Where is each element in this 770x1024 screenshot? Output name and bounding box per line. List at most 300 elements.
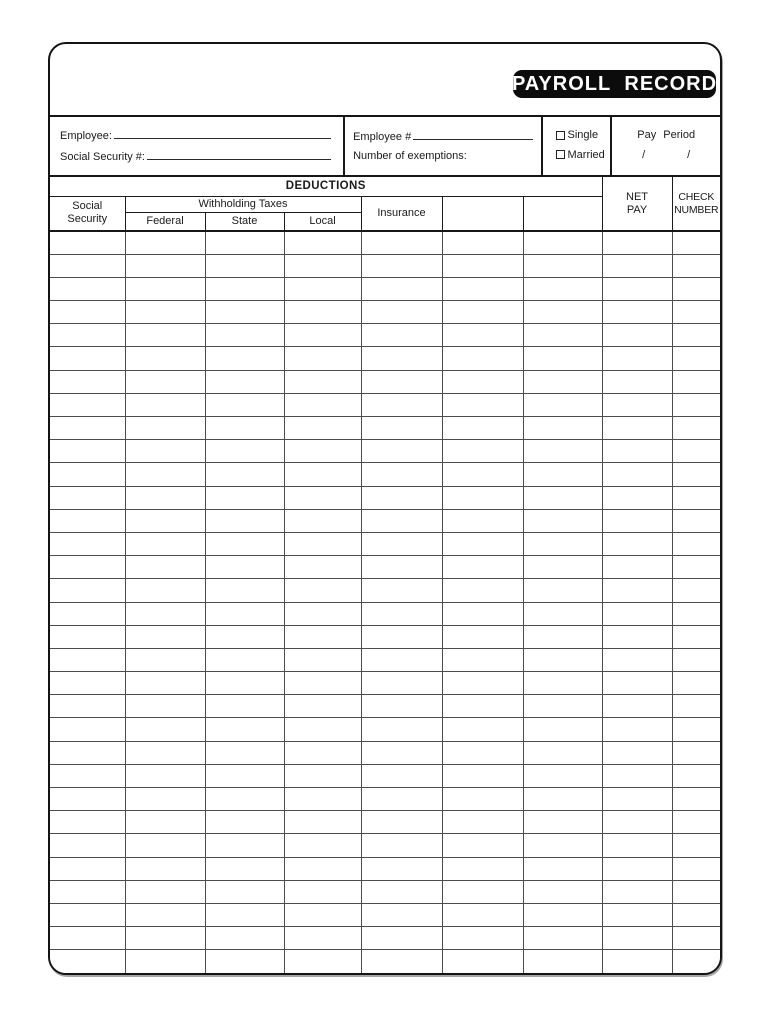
- table-cell[interactable]: [523, 231, 602, 254]
- deductions-header: DEDUCTIONS: [50, 177, 602, 196]
- table-cell[interactable]: [442, 602, 523, 625]
- table-cell[interactable]: [602, 231, 672, 254]
- table-cell[interactable]: [442, 301, 523, 324]
- table-cell[interactable]: [672, 301, 720, 324]
- table-cell[interactable]: [205, 463, 284, 486]
- blank-header-1: [442, 196, 523, 231]
- table-cell[interactable]: [442, 788, 523, 811]
- table-cell[interactable]: [361, 556, 442, 579]
- table-cell[interactable]: [602, 718, 672, 741]
- table-cell[interactable]: [672, 440, 720, 463]
- table-cell[interactable]: [442, 579, 523, 602]
- table-cell[interactable]: [284, 440, 361, 463]
- table-cell[interactable]: [50, 486, 125, 509]
- table-cell[interactable]: [284, 579, 361, 602]
- table-cell[interactable]: [205, 927, 284, 950]
- table-cell[interactable]: [602, 301, 672, 324]
- table-cell[interactable]: [361, 440, 442, 463]
- table-cell[interactable]: [672, 625, 720, 648]
- table-cell[interactable]: [50, 903, 125, 926]
- table-cell[interactable]: [602, 277, 672, 300]
- table-cell[interactable]: [361, 463, 442, 486]
- table-cell[interactable]: [50, 393, 125, 416]
- table-cell[interactable]: [125, 347, 205, 370]
- table-cell[interactable]: [125, 695, 205, 718]
- table-cell[interactable]: [284, 903, 361, 926]
- table-cell[interactable]: [205, 440, 284, 463]
- table-cell[interactable]: [50, 764, 125, 787]
- single-checkbox[interactable]: [556, 131, 565, 140]
- table-cell[interactable]: [50, 880, 125, 903]
- table-cell[interactable]: [442, 254, 523, 277]
- table-cell[interactable]: [284, 509, 361, 532]
- table-cell[interactable]: [205, 625, 284, 648]
- table-cell[interactable]: [523, 393, 602, 416]
- table-cell[interactable]: [284, 695, 361, 718]
- table-cell[interactable]: [205, 880, 284, 903]
- table-cell[interactable]: [50, 277, 125, 300]
- table-cell[interactable]: [442, 277, 523, 300]
- table-cell[interactable]: [442, 509, 523, 532]
- table-cell[interactable]: [672, 509, 720, 532]
- table-cell[interactable]: [361, 509, 442, 532]
- table-cell[interactable]: [523, 950, 602, 973]
- table-cell[interactable]: [523, 347, 602, 370]
- table-cell[interactable]: [284, 927, 361, 950]
- table-cell[interactable]: [523, 718, 602, 741]
- table-cell[interactable]: [442, 672, 523, 695]
- table-cell[interactable]: [205, 764, 284, 787]
- table-cell[interactable]: [284, 788, 361, 811]
- table-cell[interactable]: [125, 231, 205, 254]
- table-cell[interactable]: [361, 880, 442, 903]
- table-cell[interactable]: [672, 648, 720, 671]
- table-cell[interactable]: [442, 764, 523, 787]
- table-cell[interactable]: [602, 417, 672, 440]
- table-cell[interactable]: [442, 648, 523, 671]
- table-cell[interactable]: [361, 347, 442, 370]
- employee-name-field[interactable]: [114, 127, 331, 139]
- table-cell[interactable]: [125, 741, 205, 764]
- table-cell[interactable]: [442, 231, 523, 254]
- table-cell[interactable]: [50, 927, 125, 950]
- table-cell[interactable]: [361, 602, 442, 625]
- table-cell[interactable]: [284, 417, 361, 440]
- table-cell[interactable]: [442, 556, 523, 579]
- table-cell[interactable]: [50, 532, 125, 555]
- table-cell[interactable]: [125, 277, 205, 300]
- table-cell[interactable]: [361, 857, 442, 880]
- table-cell[interactable]: [523, 834, 602, 857]
- married-checkbox[interactable]: [556, 150, 565, 159]
- table-cell[interactable]: [523, 254, 602, 277]
- single-option: [556, 129, 607, 141]
- table-cell[interactable]: [361, 672, 442, 695]
- table-cell[interactable]: [284, 254, 361, 277]
- table-cell[interactable]: [50, 718, 125, 741]
- table-cell[interactable]: [672, 834, 720, 857]
- table-cell[interactable]: [523, 625, 602, 648]
- table-cell[interactable]: [50, 254, 125, 277]
- table-cell[interactable]: [50, 440, 125, 463]
- table-cell[interactable]: [125, 648, 205, 671]
- table-cell[interactable]: [284, 764, 361, 787]
- table-cell[interactable]: [523, 880, 602, 903]
- table-cell[interactable]: [602, 857, 672, 880]
- table-cell[interactable]: [602, 811, 672, 834]
- table-cell[interactable]: [284, 532, 361, 555]
- table-cell[interactable]: [50, 324, 125, 347]
- table-cell[interactable]: [361, 788, 442, 811]
- table-cell[interactable]: [361, 903, 442, 926]
- table-cell[interactable]: [672, 903, 720, 926]
- table-cell[interactable]: [361, 741, 442, 764]
- table-cell[interactable]: [50, 625, 125, 648]
- table-cell[interactable]: [205, 579, 284, 602]
- table-cell[interactable]: [284, 393, 361, 416]
- table-cell[interactable]: [672, 602, 720, 625]
- table-cell[interactable]: [205, 857, 284, 880]
- table-cell[interactable]: [672, 695, 720, 718]
- table-cell[interactable]: [672, 370, 720, 393]
- table-cell[interactable]: [361, 254, 442, 277]
- table-cell[interactable]: [205, 509, 284, 532]
- table-cell[interactable]: [602, 695, 672, 718]
- table-cell[interactable]: [602, 509, 672, 532]
- table-cell[interactable]: [50, 950, 125, 973]
- table-cell[interactable]: [602, 393, 672, 416]
- table-cell[interactable]: [284, 648, 361, 671]
- table-cell[interactable]: [205, 648, 284, 671]
- table-cell[interactable]: [672, 880, 720, 903]
- table-cell[interactable]: [284, 463, 361, 486]
- table-cell[interactable]: [672, 277, 720, 300]
- table-cell[interactable]: [205, 486, 284, 509]
- table-cell[interactable]: [205, 231, 284, 254]
- table-cell[interactable]: [672, 486, 720, 509]
- table-cell[interactable]: [284, 741, 361, 764]
- table-cell[interactable]: [672, 324, 720, 347]
- table-cell[interactable]: [442, 880, 523, 903]
- table-cell[interactable]: [50, 231, 125, 254]
- table-cell[interactable]: [205, 811, 284, 834]
- table-cell[interactable]: [602, 625, 672, 648]
- table-cell[interactable]: [205, 301, 284, 324]
- table-cell[interactable]: [125, 579, 205, 602]
- table-cell[interactable]: [284, 301, 361, 324]
- table-cell[interactable]: [125, 509, 205, 532]
- table-cell[interactable]: [442, 625, 523, 648]
- table-cell[interactable]: [205, 370, 284, 393]
- table-cell[interactable]: [50, 463, 125, 486]
- table-cell[interactable]: [125, 486, 205, 509]
- table-cell[interactable]: [205, 347, 284, 370]
- table-cell[interactable]: [205, 741, 284, 764]
- table-cell[interactable]: [602, 648, 672, 671]
- table-cell[interactable]: [442, 811, 523, 834]
- table-cell[interactable]: [361, 579, 442, 602]
- table-cell[interactable]: [523, 672, 602, 695]
- table-cell[interactable]: [442, 347, 523, 370]
- table-cell[interactable]: [284, 370, 361, 393]
- table-cell[interactable]: [602, 788, 672, 811]
- table-cell[interactable]: [125, 324, 205, 347]
- table-cell[interactable]: [125, 857, 205, 880]
- table-cell[interactable]: [442, 532, 523, 555]
- table-cell[interactable]: [442, 463, 523, 486]
- table-cell[interactable]: [523, 788, 602, 811]
- table-cell[interactable]: [523, 857, 602, 880]
- table-cell[interactable]: [442, 834, 523, 857]
- table-cell[interactable]: [672, 718, 720, 741]
- table-row: [50, 463, 720, 486]
- table-cell[interactable]: [50, 741, 125, 764]
- table-cell[interactable]: [361, 277, 442, 300]
- table-cell[interactable]: [361, 301, 442, 324]
- table-cell[interactable]: [125, 950, 205, 973]
- table-cell[interactable]: [205, 556, 284, 579]
- table-cell[interactable]: [672, 764, 720, 787]
- table-cell[interactable]: [523, 301, 602, 324]
- table-cell[interactable]: [523, 277, 602, 300]
- table-cell[interactable]: [50, 648, 125, 671]
- table-cell[interactable]: [361, 324, 442, 347]
- table-cell[interactable]: [602, 672, 672, 695]
- table-cell[interactable]: [361, 648, 442, 671]
- table-cell[interactable]: [284, 347, 361, 370]
- table-cell[interactable]: [523, 764, 602, 787]
- table-cell[interactable]: [602, 834, 672, 857]
- table-cell[interactable]: [523, 440, 602, 463]
- table-cell[interactable]: [672, 788, 720, 811]
- table-cell[interactable]: [672, 393, 720, 416]
- table-cell[interactable]: [361, 950, 442, 973]
- table-cell[interactable]: [205, 834, 284, 857]
- table-cell[interactable]: [284, 950, 361, 973]
- table-cell[interactable]: [284, 277, 361, 300]
- table-cell[interactable]: [523, 463, 602, 486]
- table-cell[interactable]: [284, 556, 361, 579]
- table-cell[interactable]: [50, 370, 125, 393]
- table-cell[interactable]: [284, 625, 361, 648]
- pay-period-date-field[interactable]: [618, 149, 714, 161]
- table-cell[interactable]: [602, 579, 672, 602]
- table-cell[interactable]: [284, 811, 361, 834]
- table-cell[interactable]: [672, 857, 720, 880]
- table-cell[interactable]: [602, 903, 672, 926]
- table-row: [50, 486, 720, 509]
- table-cell[interactable]: [205, 417, 284, 440]
- table-cell[interactable]: [125, 718, 205, 741]
- table-cell[interactable]: [672, 811, 720, 834]
- table-cell[interactable]: [361, 718, 442, 741]
- table-cell[interactable]: [361, 486, 442, 509]
- table-cell[interactable]: [442, 718, 523, 741]
- table-cell[interactable]: [50, 602, 125, 625]
- table-cell[interactable]: [205, 532, 284, 555]
- table-cell[interactable]: [602, 370, 672, 393]
- table-cell[interactable]: [442, 486, 523, 509]
- table-cell[interactable]: [125, 254, 205, 277]
- table-cell[interactable]: [602, 486, 672, 509]
- table-cell[interactable]: [442, 695, 523, 718]
- table-cell[interactable]: [50, 695, 125, 718]
- table-cell[interactable]: [672, 347, 720, 370]
- table-cell[interactable]: [125, 672, 205, 695]
- table-cell[interactable]: [442, 741, 523, 764]
- table-cell[interactable]: [361, 811, 442, 834]
- table-cell[interactable]: [523, 556, 602, 579]
- table-cell[interactable]: [361, 695, 442, 718]
- table-cell[interactable]: [125, 927, 205, 950]
- table-cell[interactable]: [672, 417, 720, 440]
- table-cell[interactable]: [602, 532, 672, 555]
- table-cell[interactable]: [205, 903, 284, 926]
- table-cell[interactable]: [602, 347, 672, 370]
- table-cell[interactable]: [602, 440, 672, 463]
- table-cell[interactable]: [50, 556, 125, 579]
- table-cell[interactable]: [672, 950, 720, 973]
- table-cell[interactable]: [523, 417, 602, 440]
- table-cell[interactable]: [523, 486, 602, 509]
- table-cell[interactable]: [125, 393, 205, 416]
- table-cell[interactable]: [205, 602, 284, 625]
- table-cell[interactable]: [205, 393, 284, 416]
- table-cell[interactable]: [361, 417, 442, 440]
- table-cell[interactable]: [602, 764, 672, 787]
- table-cell[interactable]: [602, 463, 672, 486]
- table-cell[interactable]: [50, 834, 125, 857]
- table-cell[interactable]: [205, 277, 284, 300]
- table-cell[interactable]: [672, 532, 720, 555]
- table-cell[interactable]: [523, 532, 602, 555]
- table-cell[interactable]: [125, 301, 205, 324]
- table-cell[interactable]: [125, 417, 205, 440]
- table-cell[interactable]: [361, 231, 442, 254]
- table-cell[interactable]: [602, 324, 672, 347]
- table-cell[interactable]: [205, 695, 284, 718]
- table-cell[interactable]: [442, 440, 523, 463]
- table-cell[interactable]: [205, 672, 284, 695]
- table-cell[interactable]: [523, 509, 602, 532]
- table-cell[interactable]: [205, 718, 284, 741]
- table-cell[interactable]: [125, 602, 205, 625]
- table-cell[interactable]: [442, 927, 523, 950]
- table-cell[interactable]: [361, 834, 442, 857]
- table-cell[interactable]: [442, 393, 523, 416]
- table-cell[interactable]: [205, 788, 284, 811]
- table-cell[interactable]: [125, 764, 205, 787]
- table-cell[interactable]: [125, 625, 205, 648]
- table-cell[interactable]: [442, 370, 523, 393]
- table-cell[interactable]: [284, 231, 361, 254]
- table-cell[interactable]: [523, 811, 602, 834]
- table-cell[interactable]: [50, 579, 125, 602]
- table-cell[interactable]: [523, 903, 602, 926]
- table-cell[interactable]: [602, 556, 672, 579]
- table-cell[interactable]: [523, 579, 602, 602]
- ssn-field[interactable]: [147, 148, 331, 160]
- table-cell[interactable]: [442, 417, 523, 440]
- table-cell[interactable]: [672, 672, 720, 695]
- table-cell[interactable]: [523, 927, 602, 950]
- table-cell[interactable]: [125, 440, 205, 463]
- table-cell[interactable]: [361, 625, 442, 648]
- employee-number-field[interactable]: [413, 128, 532, 140]
- table-cell[interactable]: [50, 672, 125, 695]
- table-cell[interactable]: [672, 231, 720, 254]
- table-cell[interactable]: [125, 463, 205, 486]
- table-cell[interactable]: [523, 741, 602, 764]
- table-cell[interactable]: [602, 741, 672, 764]
- table-cell[interactable]: [672, 579, 720, 602]
- employee-name-row: [60, 127, 331, 142]
- table-cell[interactable]: [125, 556, 205, 579]
- table-cell[interactable]: [50, 301, 125, 324]
- table-cell[interactable]: [284, 602, 361, 625]
- table-cell[interactable]: [125, 811, 205, 834]
- table-cell[interactable]: [672, 463, 720, 486]
- table-cell[interactable]: [523, 648, 602, 671]
- table-cell[interactable]: [125, 903, 205, 926]
- table-cell[interactable]: [442, 950, 523, 973]
- table-cell[interactable]: [672, 254, 720, 277]
- table-cell[interactable]: [361, 927, 442, 950]
- table-cell[interactable]: [361, 764, 442, 787]
- table-cell[interactable]: [602, 880, 672, 903]
- table-cell[interactable]: [284, 880, 361, 903]
- table-cell[interactable]: [442, 324, 523, 347]
- table-cell[interactable]: [284, 672, 361, 695]
- table-cell[interactable]: [284, 718, 361, 741]
- table-cell[interactable]: [50, 417, 125, 440]
- table-cell[interactable]: [50, 788, 125, 811]
- table-cell[interactable]: [284, 857, 361, 880]
- table-cell[interactable]: [125, 834, 205, 857]
- table-cell[interactable]: [523, 695, 602, 718]
- table-cell[interactable]: [205, 324, 284, 347]
- table-cell[interactable]: [602, 927, 672, 950]
- table-cell[interactable]: [523, 602, 602, 625]
- table-cell[interactable]: [361, 532, 442, 555]
- table-cell[interactable]: [284, 324, 361, 347]
- table-cell[interactable]: [361, 393, 442, 416]
- table-cell[interactable]: [284, 486, 361, 509]
- table-cell[interactable]: [205, 254, 284, 277]
- table-cell[interactable]: [672, 927, 720, 950]
- table-cell[interactable]: [602, 950, 672, 973]
- table-cell[interactable]: [442, 903, 523, 926]
- table-cell[interactable]: [205, 950, 284, 973]
- table-cell[interactable]: [284, 834, 361, 857]
- table-cell[interactable]: [672, 556, 720, 579]
- table-cell[interactable]: [50, 857, 125, 880]
- table-cell[interactable]: [442, 857, 523, 880]
- table-cell[interactable]: [50, 347, 125, 370]
- table-cell[interactable]: [50, 509, 125, 532]
- table-cell[interactable]: [523, 324, 602, 347]
- table-cell[interactable]: [125, 532, 205, 555]
- table-cell[interactable]: [50, 811, 125, 834]
- table-cell[interactable]: [602, 602, 672, 625]
- table-cell[interactable]: [125, 880, 205, 903]
- table-cell[interactable]: [523, 370, 602, 393]
- table-cell[interactable]: [125, 788, 205, 811]
- table-cell[interactable]: [672, 741, 720, 764]
- table-cell[interactable]: [125, 370, 205, 393]
- table-cell[interactable]: [602, 254, 672, 277]
- table-cell[interactable]: [361, 370, 442, 393]
